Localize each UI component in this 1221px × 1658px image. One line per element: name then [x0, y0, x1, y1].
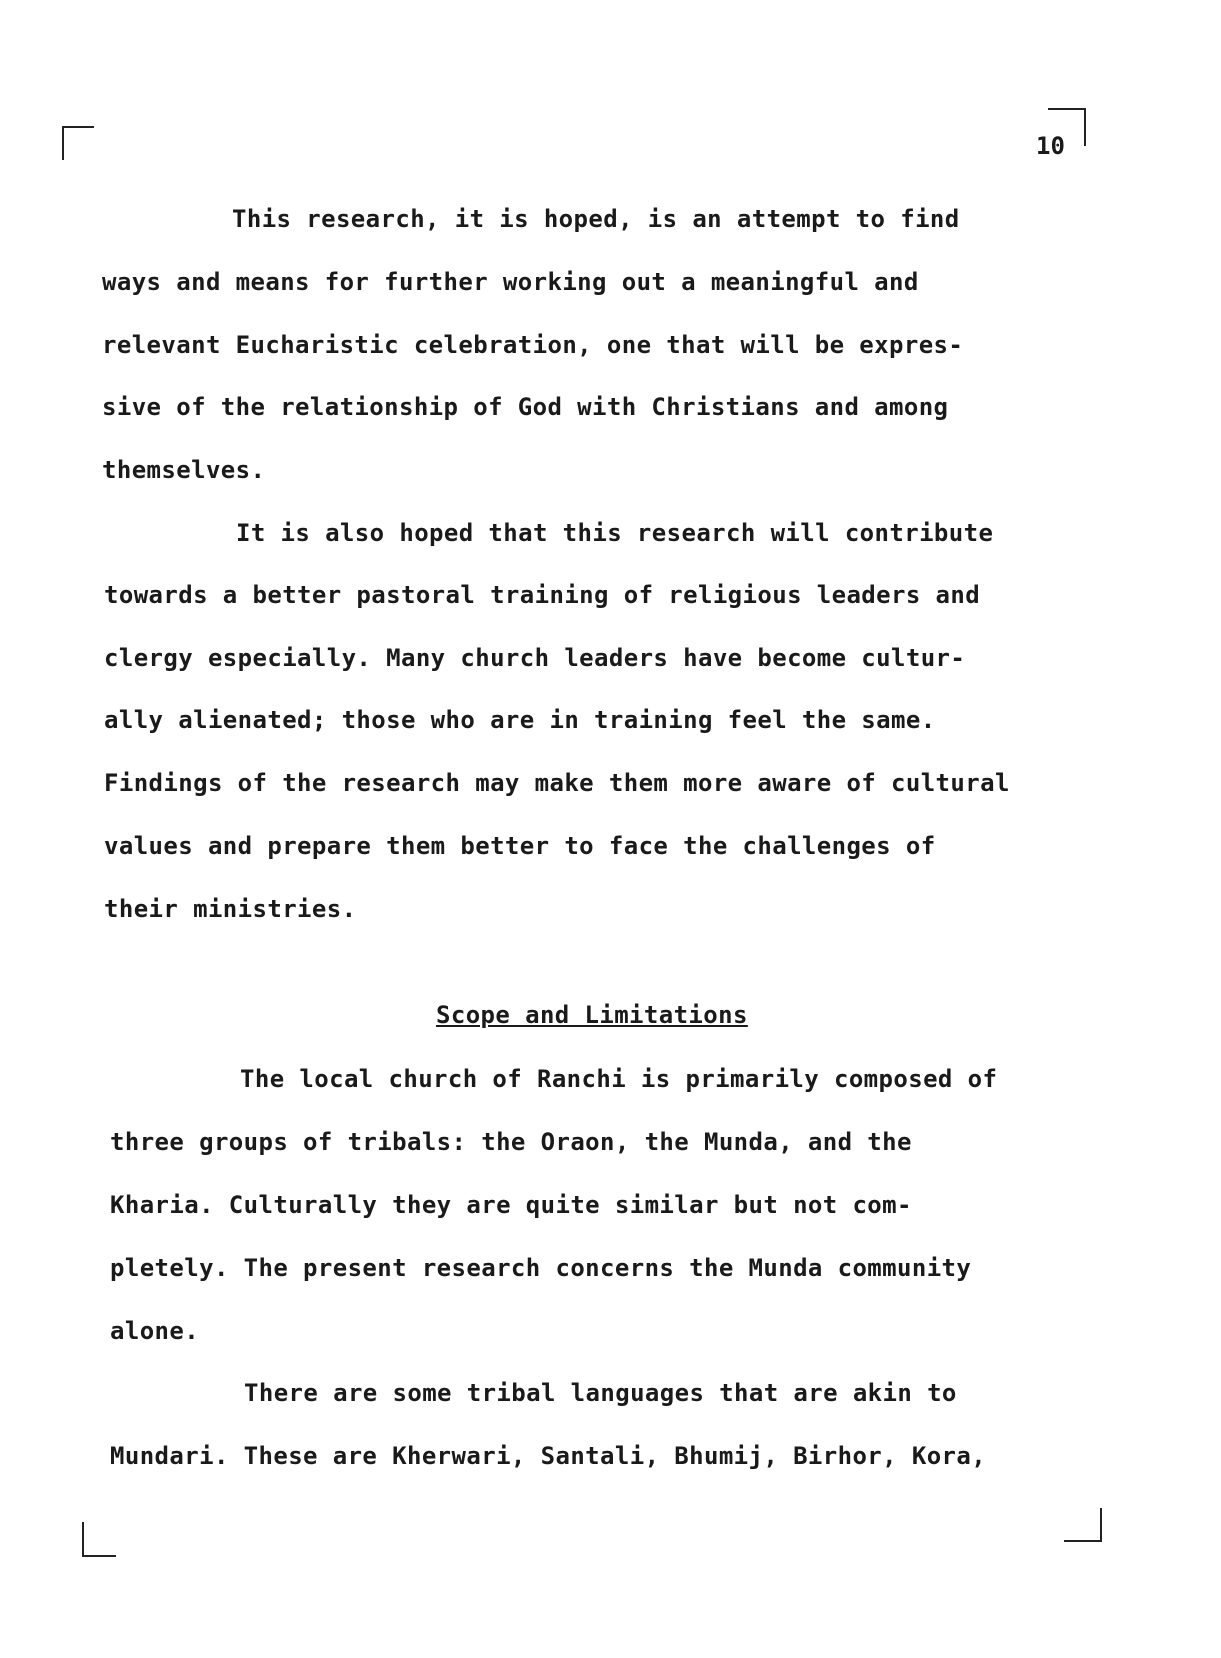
paragraph-2-line: It is also hoped that this research will contribute	[236, 519, 994, 547]
crop-mark-bottom-right	[1064, 1540, 1102, 1542]
crop-mark-bottom-left	[82, 1522, 84, 1557]
paragraph-1-line: relevant Eucharistic celebration, one that will be expres-	[102, 331, 964, 359]
paragraph-1-line: This research, it is hoped, is an attempt to find	[232, 205, 960, 233]
paragraph-3-line: alone.	[110, 1317, 200, 1345]
paragraph-2-line: values and prepare them better to face the challenges of	[104, 832, 936, 860]
crop-mark-top-left	[62, 126, 94, 128]
paragraph-3-line: The local church of Ranchi is primarily composed of	[240, 1065, 998, 1093]
paragraph-2-line: towards a better pastoral training of religious leaders and	[104, 581, 981, 609]
paragraph-3-line: Kharia. Culturally they are quite similar but not com-	[110, 1191, 912, 1219]
paragraph-1-line: sive of the relationship of God with Christians and among	[102, 393, 949, 421]
paragraph-2-line: ally alienated; those who are in training feel the same.	[104, 706, 936, 734]
paragraph-1-line: themselves.	[102, 456, 266, 484]
paragraph-4-line: Mundari. These are Kherwari, Santali, Bhumij, Birhor, Kora,	[110, 1442, 987, 1470]
crop-mark-top-right	[1048, 108, 1084, 110]
section-heading: Scope and Limitations	[436, 1001, 748, 1029]
paragraph-2-line: Findings of the research may make them more aware of cultural	[104, 769, 1010, 797]
paragraph-3-line: pletely. The present research concerns the Munda community	[110, 1254, 972, 1282]
paragraph-4-line: There are some tribal languages that are akin to	[244, 1379, 957, 1407]
paragraph-2-line: their ministries.	[104, 895, 357, 923]
crop-mark-top-left	[62, 126, 64, 160]
paragraph-3-line: three groups of tribals: the Oraon, the Munda, and the	[110, 1128, 912, 1156]
crop-mark-top-right	[1084, 108, 1086, 146]
crop-mark-bottom-left	[82, 1555, 116, 1557]
page-number: 10	[1036, 132, 1065, 160]
paragraph-2-line: clergy especially. Many church leaders have become cultur-	[104, 644, 966, 672]
crop-mark-bottom-right	[1100, 1508, 1102, 1542]
paragraph-1-line: ways and means for further working out a meaningful and	[102, 268, 919, 296]
